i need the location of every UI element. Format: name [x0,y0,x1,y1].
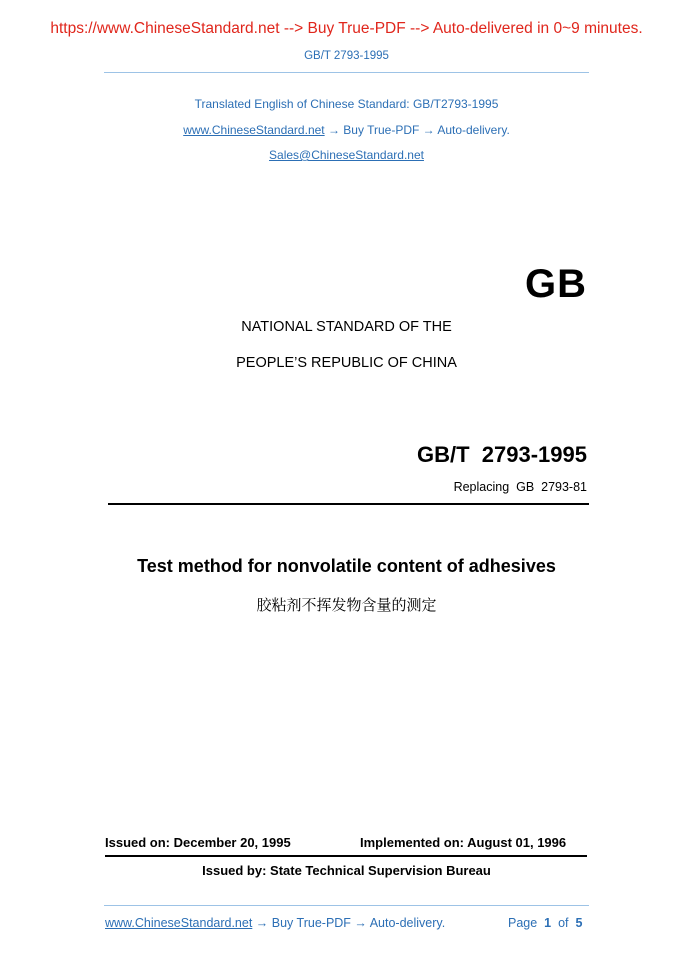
header-divider [104,72,589,73]
page-indicator [508,916,582,930]
page-label: Page [508,916,538,930]
gb-logo: GB [525,262,587,306]
issued-by: Issued by: State Technical Supervision Bureau [202,863,491,878]
issue-divider [105,855,587,857]
footer-site-link[interactable]: www.ChineseStandard.net [105,916,253,930]
site-link[interactable]: www.ChineseStandard.net [183,123,325,137]
document-title-en: Test method for nonvolatile content of adhesives [137,556,556,576]
implemented-on: Implemented on: August 01, 1996 [360,835,567,850]
email-line [0,148,693,162]
document-title-cn: 胶粘剂不挥发物含量的测定 [256,597,437,614]
standard-number: GB/T 2793-1995 [417,442,587,467]
promo-banner[interactable]: https://www.ChineseStandard.net --> Buy True-PDF --> Auto-delivered in 0~9 minutes. [50,20,643,37]
of-label: of [558,916,569,930]
header-standard-code: GB/T 2793-1995 [304,50,389,62]
national-standard-line1: NATIONAL STANDARD OF THE [241,319,452,335]
title-divider [108,503,589,505]
footer-purchase-text: → Buy True-PDF → Auto-delivery. [252,916,446,930]
translation-note: Translated English of Chinese Standard: GB/T2793-1995 [194,97,499,111]
footer-purchase-line [105,916,445,930]
replacing-note: Replacing GB 2793-81 [453,480,587,494]
translation-purchase-line [0,123,693,137]
page-current: 1 [544,916,552,930]
page-total: 5 [575,916,583,930]
footer-divider [104,905,589,906]
issued-on: Issued on: December 20, 1995 [105,835,291,850]
purchase-text: → Buy True-PDF → Auto-delivery. [324,123,510,137]
national-standard-line2: PEOPLE’S REPUBLIC OF CHINA [236,355,457,371]
email-link[interactable]: Sales@ChineseStandard.net [269,148,424,162]
